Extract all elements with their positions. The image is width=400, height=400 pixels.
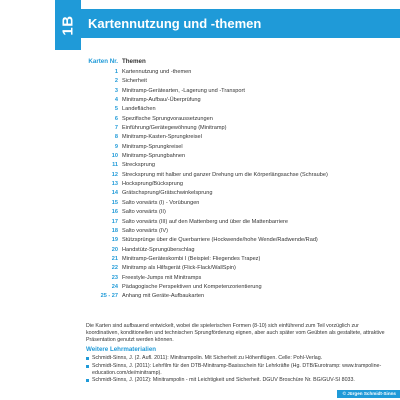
card-topic: Spezifische Sprungvoraussetzungen	[122, 115, 213, 122]
card-topic: Minitramp-Gerätearten, -Lagerung und -Transport	[122, 87, 245, 94]
card-topic: Stützsprünge über die Querbarriere (Hockwende/hohe Wende/Radwende/Rad)	[122, 237, 318, 244]
table-row	[86, 133, 386, 142]
card-number: 21	[111, 255, 118, 262]
table-row	[86, 255, 386, 264]
card-number: 23	[111, 274, 118, 281]
table-header	[86, 58, 386, 68]
card-number: 18	[111, 227, 118, 234]
card-topic: Hocksprung/Bücksprung	[122, 181, 183, 188]
table-row	[86, 115, 386, 124]
card-number: 5	[114, 106, 118, 113]
table-row	[86, 161, 386, 170]
card-number: 8	[114, 134, 118, 141]
card-topic: Minitramp-Geräteskombi I (Beispiel: Fliegendes Trapez)	[122, 255, 261, 262]
col-header-topic: Themen	[122, 58, 146, 65]
card-topic: Minitramp-Sprungbahnen	[122, 153, 186, 160]
card-number: 6	[114, 115, 118, 122]
table-body	[86, 68, 386, 302]
card-topic: Handstütz-Sprungüberschlag	[122, 246, 195, 253]
table-row	[86, 246, 386, 255]
table-row	[86, 236, 386, 245]
card-topic: Minitramp als Hilfsgerät (Flick-Flack/WallSpin)	[122, 265, 236, 272]
chapter-number: 1B	[59, 14, 77, 36]
card-number: 17	[111, 218, 118, 225]
table-row	[86, 283, 386, 292]
card-number: 9	[114, 143, 118, 150]
intro-paragraph: Die Karten sind aufbauend entwickelt, wobei die spielerischen Formen (8-10) sich einführend zum Teil vorzüglich zur koordinativen, konditionellen und technischen Sprungförderung eignen, aber auch später vom Geübten als gestaltete, attraktive Präsentation genutzt werden können.	[86, 323, 385, 343]
copyright-badge: © Jürgen Schmidt-Sinns	[337, 390, 400, 398]
table-row	[86, 105, 386, 114]
card-number: 24	[111, 283, 118, 290]
card-number: 16	[111, 209, 118, 216]
topics-table	[86, 58, 386, 302]
table-row	[86, 171, 386, 180]
card-number: 3	[114, 87, 118, 94]
table-row	[86, 96, 386, 105]
card-number: 10	[111, 153, 118, 160]
card-topic: Sicherheit	[122, 78, 147, 85]
card-number: 14	[111, 190, 118, 197]
card-number: 1	[114, 69, 118, 75]
card-topic: Minitramp-Sprungkreisel	[122, 143, 183, 150]
page-title: Kartennutzung und -themen	[88, 16, 262, 31]
table-row	[86, 68, 386, 77]
literature-item: Schmidt-Sinns, J. (2011): Lehrfilm für den DTB-Minitramp-Basisschein für Lehrkräfte (Hg. DTB/Eurotramp: www.trampoline-education.com/de/minitramp).	[86, 363, 391, 377]
card-number: 2	[114, 78, 118, 85]
table-row	[86, 180, 386, 189]
table-row	[86, 189, 386, 198]
table-row	[86, 292, 386, 301]
card-topic: Salto vorwärts (III) auf den Mattenberg und über die Mattenbarriere	[122, 218, 289, 225]
chapter-tab	[55, 0, 81, 50]
card-topic: Freestyle-Jumps mit Minitramps	[122, 274, 202, 281]
card-topic: Grätschsprung/Grätschwinkelsprung	[122, 190, 213, 197]
card-number: 20	[111, 246, 118, 253]
card-topic: Salto vorwärts (IV)	[122, 227, 169, 234]
card-topic: Kartennutzung und -themen	[122, 69, 192, 75]
literature-item: Schmidt-Sinns, J. (2. Aufl. 2011): Minitrampolin. Mit Sicherheit zu Höhenflügen. Celle: Pohl-Verlag.	[86, 355, 391, 362]
table-row	[86, 218, 386, 227]
card-number: 19	[111, 237, 118, 244]
card-number: 22	[111, 265, 118, 272]
card-topic: Salto vorwärts (I) - Vorübungen	[122, 199, 200, 206]
card-number: 4	[114, 97, 118, 104]
card-topic: Minitramp-Aufbau/-Überprüfung	[122, 97, 201, 104]
card-topic: Strecksprung mit halber und ganzer Drehung um die Körperlängsachse (Schraube)	[122, 171, 328, 178]
table-row	[86, 152, 386, 161]
card-topic: Strecksprung	[122, 162, 155, 169]
card-topic: Salto vorwärts (II)	[122, 209, 166, 216]
card-number: 15	[111, 199, 118, 206]
literature-heading: Weitere Lehrmaterialien	[86, 346, 157, 353]
card-topic: Landeflächen	[122, 106, 156, 113]
table-row	[86, 274, 386, 283]
table-row	[86, 199, 386, 208]
card-topic: Anhang mit Geräte-Aufbaukarten	[122, 293, 205, 300]
table-row	[86, 77, 386, 86]
table-row	[86, 87, 386, 96]
table-row	[86, 227, 386, 236]
card-number: 7	[114, 125, 118, 132]
card-topic: Pädagogische Perspektiven und Kompetenzorientierung	[122, 283, 262, 290]
table-row	[86, 264, 386, 273]
table-row	[86, 143, 386, 152]
card-number: 13	[111, 181, 118, 188]
card-topic: Einführung/Gerätegewöhnung (Minitramp)	[122, 125, 227, 132]
table-row	[86, 124, 386, 133]
card-number: 11	[112, 162, 118, 169]
card-number: 12	[111, 171, 118, 178]
card-topic: Minitramp-Kasten-Sprungkreisel	[122, 134, 202, 141]
literature-list	[86, 355, 391, 385]
literature-item: Schmidt-Sinns, J. (2012): Minitrampolin - mit Leichtigkeit und Sicherheit. DGUV Broschüre Nr. BG/GUV-SI 8033.	[86, 377, 391, 384]
card-number: 25 - 27	[100, 293, 118, 300]
table-row	[86, 208, 386, 217]
col-header-number: Karten Nr.	[88, 58, 118, 65]
